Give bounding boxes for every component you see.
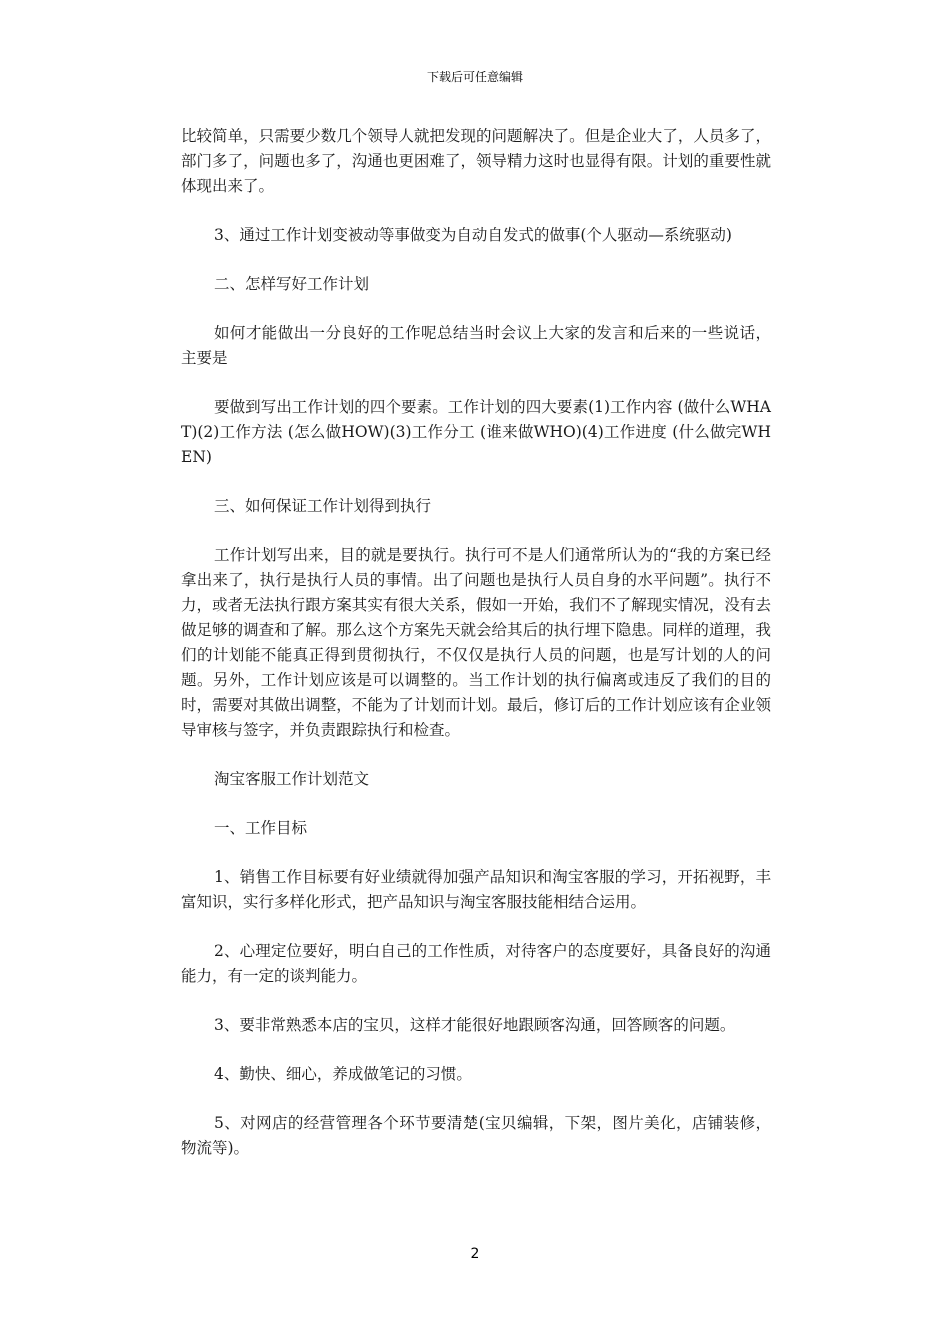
body-paragraph: 工作计划写出来，目的就是要执行。执行可不是人们通常所认为的“我的方案已经拿出来了，执行是执行人员的事情。出了问题也是执行人员自身的水平问题”。执行不力，或者无法执行跟方案其实有很大关系，假如一开始，我们不了解现实情况，没有去做足够的调查和了解。那么这个方案先天就会给其后的执行埋下隐患。同样的道理，我们的计划能不能真正得到贯彻执行，不仅仅是执行人员的问题，也是写计划的人的问题。另外，工作计划应该是可以调整的。当工作计划的执行偏离或违反了我们的目的时，需要对其做出调整，不能为了计划而计划。最后，修订后的工作计划应该有企业领导审核与签字，并负责跟踪执行和检查。: [181, 546, 771, 739]
document-body: [181, 124, 771, 1185]
body-paragraph: 要做到写出工作计划的四个要素。工作计划的四大要素(1)工作内容 (做什么WHAT)(2)工作方法 (怎么做HOW)(3)工作分工 (谁来做WHO)(4)工作进度 (什么做完WHEN): [181, 398, 771, 466]
body-paragraph: 3、要非常熟悉本店的宝贝，这样才能很好地跟顾客沟通，回答顾客的问题。: [214, 1016, 736, 1034]
body-paragraph: 5、对网店的经营管理各个环节要清楚(宝贝编辑，下架，图片美化，店铺装修，物流等)。: [181, 1114, 771, 1157]
body-paragraph: 2、心理定位要好，明白自己的工作性质，对待客户的态度要好，具备良好的沟通能力，有一定的谈判能力。: [181, 942, 771, 985]
body-paragraph: 二、怎样写好工作计划: [214, 275, 370, 293]
body-paragraph: 1、销售工作目标要有好业绩就得加强产品知识和淘宝客服的学习，开拓视野，丰富知识，实行多样化形式，把产品知识与淘宝客服技能相结合运用。: [181, 868, 771, 911]
body-paragraph: 一、工作目标: [214, 819, 308, 837]
page-header: 下载后可任意编辑: [426, 70, 523, 84]
body-paragraph: 3、通过工作计划变被动等事做变为自动自发式的做事(个人驱动—系统驱动): [214, 226, 732, 244]
body-paragraph: 三、如何保证工作计划得到执行: [214, 497, 432, 515]
body-paragraph: 淘宝客服工作计划范文: [214, 770, 370, 788]
body-paragraph: 如何才能做出一分良好的工作呢总结当时会议上大家的发言和后来的一些说话，主要是: [181, 324, 771, 367]
body-paragraph: 比较简单，只需要少数几个领导人就把发现的问题解决了。但是企业大了，人员多了，部门多了，问题也多了，沟通也更困难了，领导精力这时也显得有限。计划的重要性就体现出来了。: [181, 127, 771, 195]
body-paragraph: 4、勤快、细心，养成做笔记的习惯。: [214, 1065, 472, 1083]
page-number: 2: [470, 1246, 480, 1262]
